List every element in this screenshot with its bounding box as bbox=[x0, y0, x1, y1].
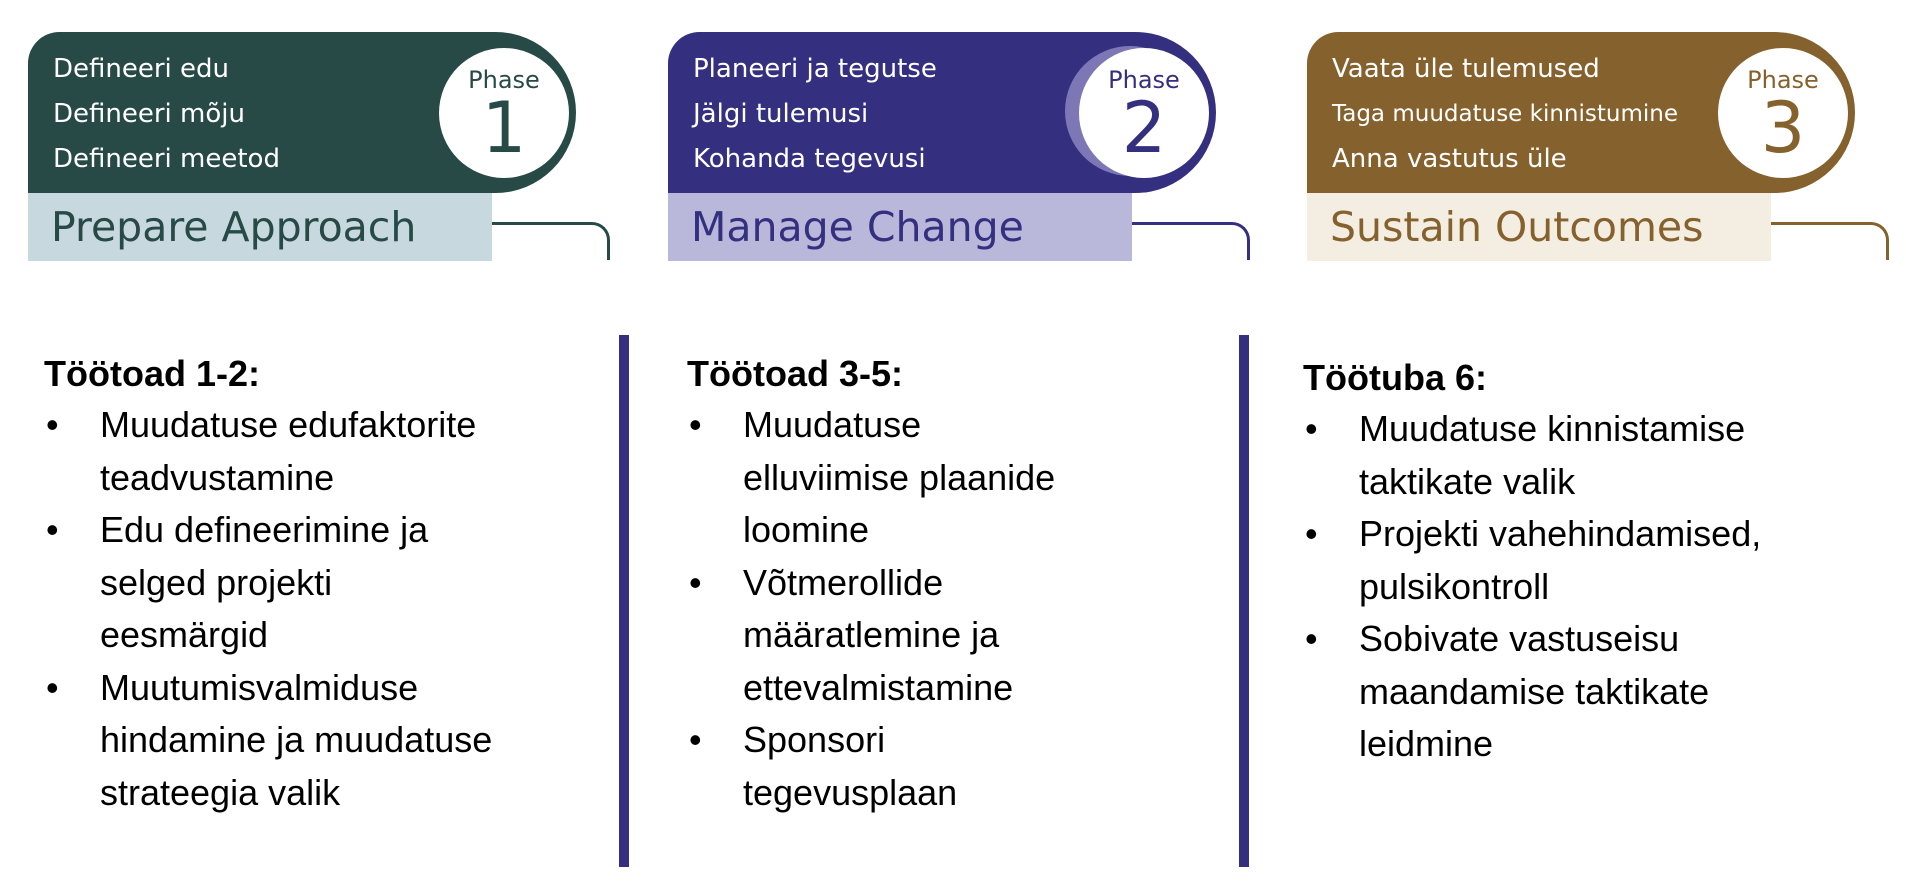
workshop-list bbox=[44, 399, 584, 819]
workshop-heading: Töötuba 6: bbox=[1303, 357, 1487, 398]
column-divider bbox=[619, 335, 629, 867]
phase-2-badge-label: Phase bbox=[1108, 66, 1180, 94]
phase-3-task: Taga muudatuse kinnistumine bbox=[1332, 101, 1678, 127]
workshop-item: • Muutumisvalmiduse hindamine ja muudatuse strateegia valik bbox=[44, 662, 584, 820]
phase-1-task-list bbox=[53, 52, 280, 176]
workshop-heading: Töötoad 3-5: bbox=[687, 353, 903, 394]
phase-2-task: Kohanda tegevusi bbox=[693, 144, 926, 174]
workshop-item: • Sponsori tegevusplaan bbox=[687, 714, 1227, 819]
bullet-icon: • bbox=[46, 509, 59, 550]
phase-1-task: Defineeri meetod bbox=[53, 144, 280, 174]
workshop-list bbox=[1303, 403, 1843, 771]
phase-1-badge bbox=[439, 48, 569, 178]
phase-1-task: Defineeri mõju bbox=[53, 99, 245, 129]
bullet-icon: • bbox=[689, 719, 702, 760]
phase-1-badge-label: Phase bbox=[468, 66, 540, 94]
bullet-icon: • bbox=[1305, 408, 1318, 449]
phase-3-badge-label: Phase bbox=[1747, 66, 1819, 94]
bullet-icon: • bbox=[689, 404, 702, 445]
phase-3-connector-line bbox=[1771, 222, 1889, 260]
workshop-section-1 bbox=[44, 352, 584, 819]
phase-1-badge-number: 1 bbox=[481, 87, 527, 169]
workshop-list bbox=[687, 399, 1227, 819]
workshop-section-2 bbox=[687, 352, 1227, 819]
phase-1-header bbox=[28, 32, 628, 262]
bullet-icon: • bbox=[1305, 618, 1318, 659]
column-divider bbox=[1239, 335, 1249, 867]
phase-3-header bbox=[1307, 32, 1906, 262]
bullet-icon: • bbox=[46, 666, 59, 708]
phase-1-task: Defineeri edu bbox=[53, 54, 230, 84]
phase-1-title: Prepare Approach bbox=[28, 193, 492, 261]
phase-1-connector-line bbox=[492, 222, 610, 260]
phase-3-badge bbox=[1718, 48, 1848, 178]
phase-2-connector-line bbox=[1132, 222, 1250, 260]
phase-1-banner bbox=[28, 32, 576, 193]
bullet-icon: • bbox=[1305, 513, 1318, 554]
phase-2-header bbox=[668, 32, 1268, 262]
phase-2-badge-number: 2 bbox=[1121, 87, 1167, 169]
bullet-icon: • bbox=[46, 404, 59, 445]
phase-2-badge bbox=[1079, 48, 1209, 178]
phase-2-task: Planeeri ja tegutse bbox=[693, 54, 937, 84]
workshop-item: • Võtmerollide määratlemine ja ettevalmistamine bbox=[687, 557, 1227, 715]
workshop-section-3 bbox=[1303, 356, 1843, 771]
workshop-heading: Töötoad 1-2: bbox=[44, 353, 260, 394]
phase-3-task: Anna vastutus üle bbox=[1332, 144, 1567, 174]
phase-3-banner bbox=[1307, 32, 1855, 193]
workshop-item: • Sobivate vastuseisu maandamise taktikate leidmine bbox=[1303, 613, 1843, 771]
phase-2-task: Jälgi tulemusi bbox=[693, 99, 869, 129]
phase-3-title: Sustain Outcomes bbox=[1307, 193, 1771, 261]
phase-2-banner bbox=[668, 32, 1216, 193]
bullet-icon: • bbox=[689, 561, 702, 603]
phase-3-task: Vaata üle tulemused bbox=[1332, 54, 1600, 84]
workshop-item: • Muudatuse elluviimise plaanide loomine bbox=[687, 399, 1227, 557]
workshop-item: • Muudatuse kinnistamise taktikate valik bbox=[1303, 403, 1843, 508]
phase-3-badge-number: 3 bbox=[1760, 87, 1806, 169]
workshop-item: • Edu defineerimine ja selged projekti eesmärgid bbox=[44, 504, 584, 662]
phase-2-title: Manage Change bbox=[668, 193, 1132, 261]
workshop-item: • Muudatuse edufaktorite teadvustamine bbox=[44, 399, 584, 504]
phase-2-task-list bbox=[693, 52, 937, 176]
phase-3-task-list bbox=[1332, 52, 1678, 176]
workshop-item: • Projekti vahehindamised, pulsikontroll bbox=[1303, 508, 1843, 613]
